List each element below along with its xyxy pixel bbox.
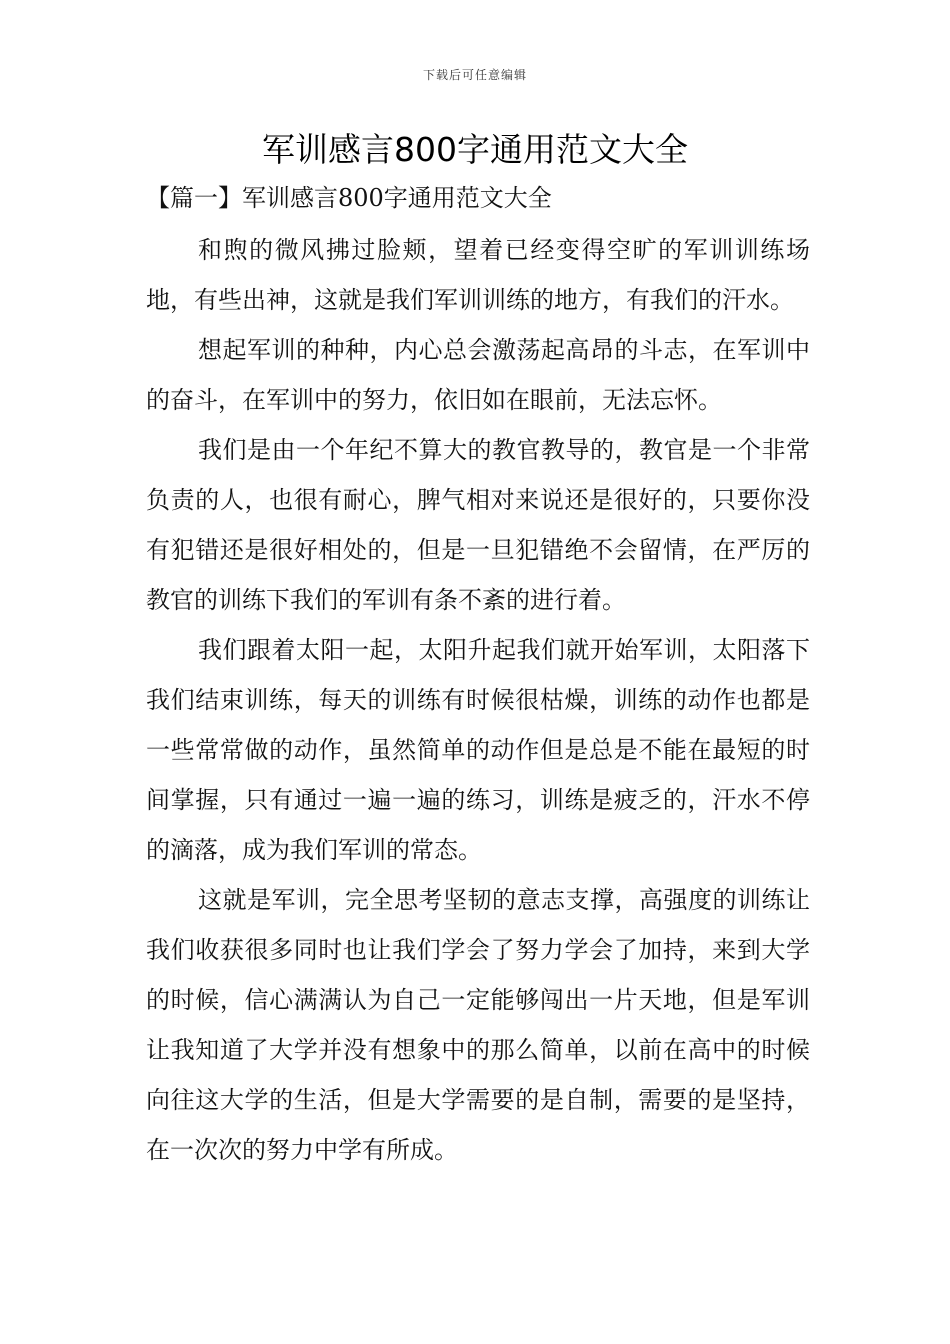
paragraph-1: 和煦的微风拂过脸颊，望着已经变得空旷的军训训练场地，有些出神，这就是我们军训训练的地方，有我们的汗水。 [146,236,810,314]
body-text [146,225,810,1175]
section-heading: 【篇一】军训感言800字通用范文大全 [146,184,552,212]
header-note: 下载后可任意编辑 [422,68,527,82]
paragraph-2: 想起军训的种种，内心总会激荡起高昂的斗志，在军训中的奋斗，在军训中的努力，依旧如在眼前，无法忘怀。 [146,336,810,414]
paragraph-4: 我们跟着太阳一起，太阳升起我们就开始军训，太阳落下我们结束训练，每天的训练有时候很枯燥，训练的动作也都是一些常常做的动作，虽然简单的动作但是总是不能在最短的时间掌握，只有通过一遍一遍的练习，训练是疲乏的，汗水不停的滴落，成为我们军训的常态。 [146,636,810,864]
document-title: 军训感言800字通用范文大全 [262,130,688,169]
paragraph-3: 我们是由一个年纪不算大的教官教导的，教官是一个非常负责的人，也很有耐心，脾气相对来说还是很好的，只要你没有犯错还是很好相处的，但是一旦犯错绝不会留情，在严厉的教官的训练下我们的军训有条不紊的进行着。 [146,436,810,614]
paragraph-5: 这就是军训，完全思考坚韧的意志支撑，高强度的训练让我们收获很多同时也让我们学会了努力学会了加持，来到大学的时候，信心满满认为自己一定能够闯出一片天地，但是军训让我知道了大学并没有想象中的那么简单，以前在高中的时候向往这大学的生活，但是大学需要的是自制，需要的是坚持，在一次次的努力中学有所成。 [146,886,810,1164]
